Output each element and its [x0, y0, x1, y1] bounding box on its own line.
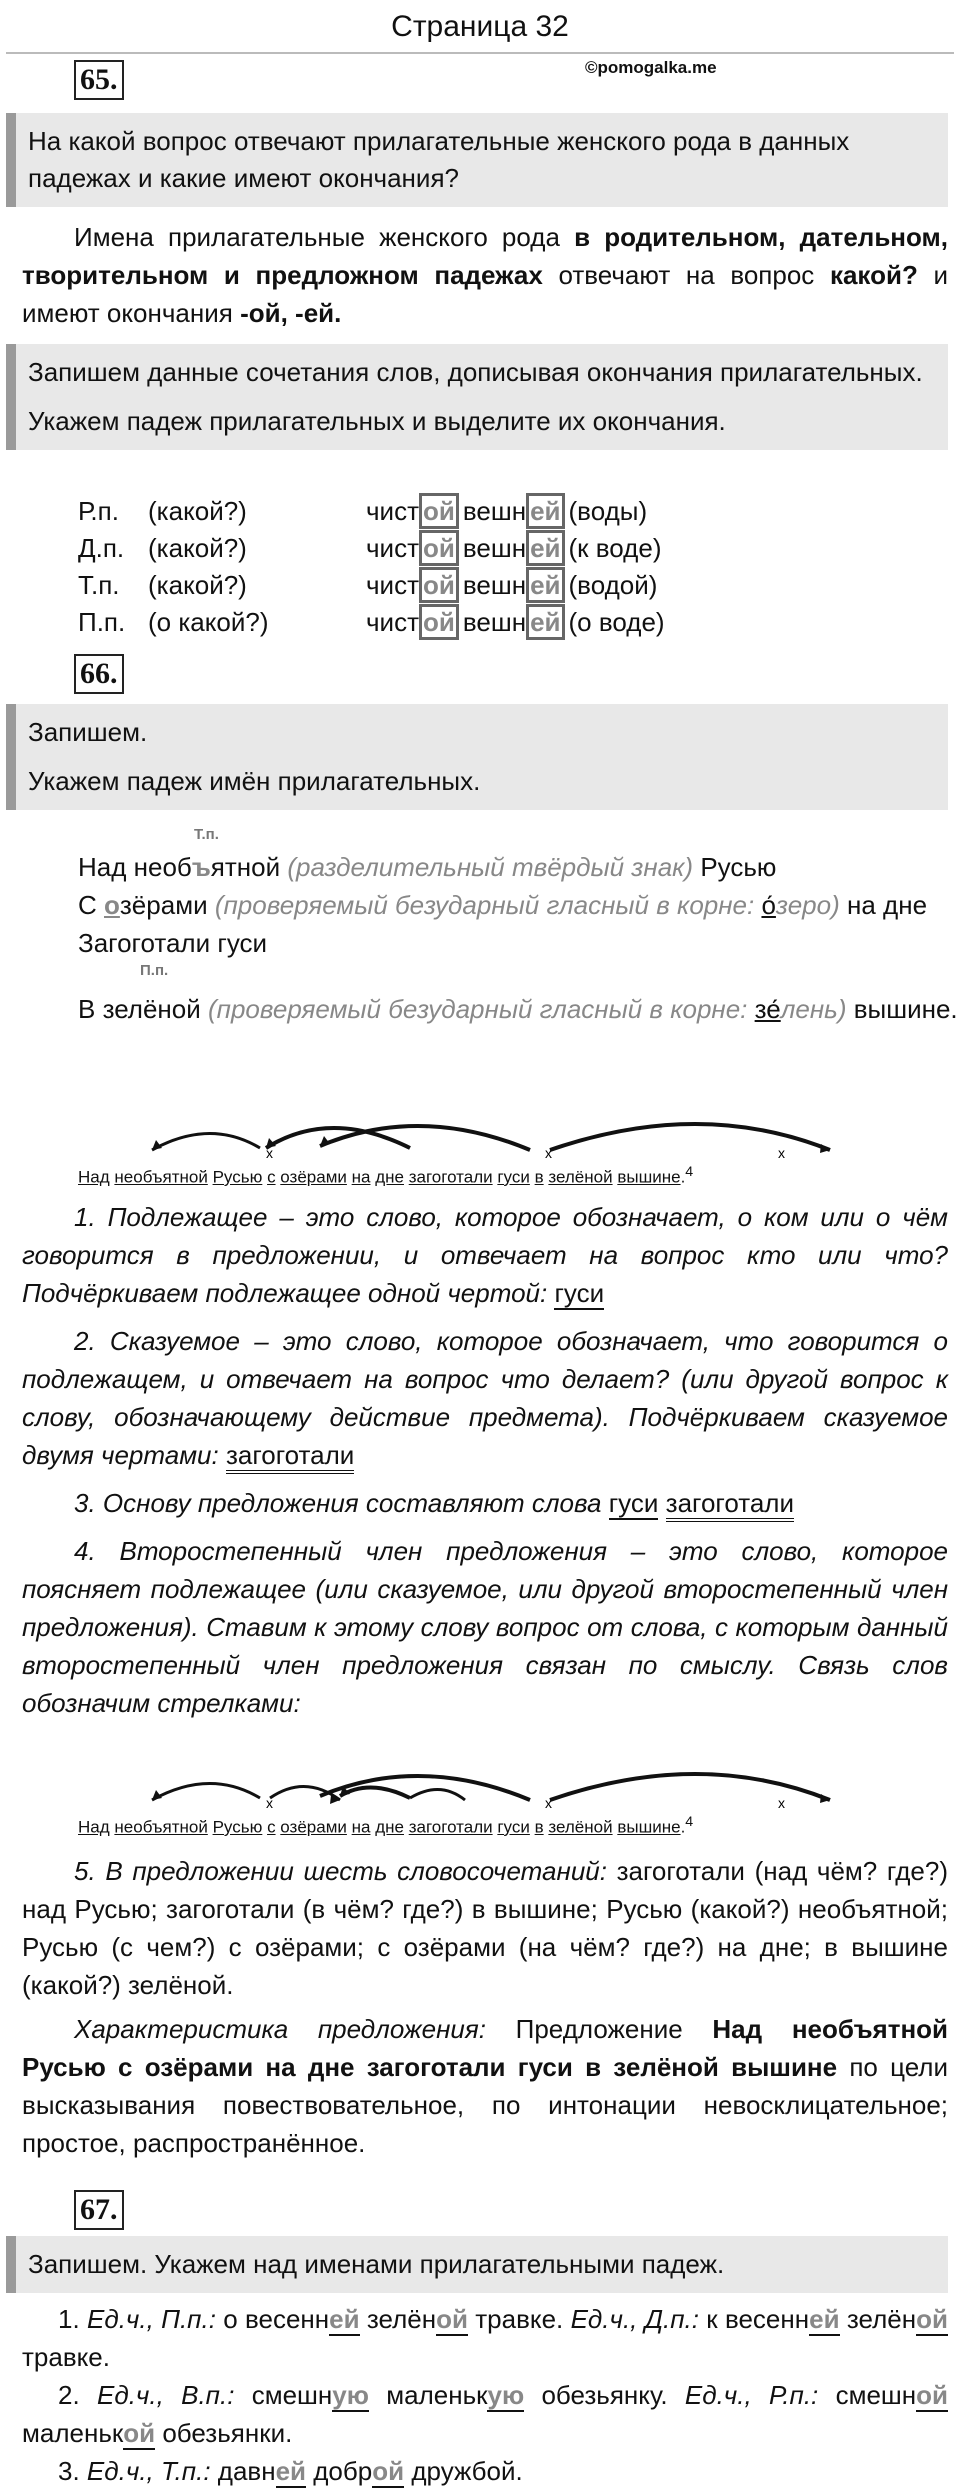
diagram-word: вышине: [617, 1817, 681, 1837]
diagram-word: загоготали: [408, 1817, 493, 1837]
case-row: [78, 567, 665, 604]
case-tag: Ед.ч., В.п.:: [96, 2380, 235, 2410]
diagram-word: Русью: [212, 1817, 263, 1837]
note: (проверяемый безударный гласный в корне:: [214, 890, 762, 920]
diagram-word: необъятной: [114, 1817, 208, 1837]
diagram-word: зелёной: [548, 1817, 613, 1837]
ending-box: ей: [526, 493, 564, 529]
highlight: ъ: [191, 852, 211, 882]
sentence-bold: Над необъятной Русью с озёрами на дне загоготали гуси в зелёной вышине: [22, 2014, 949, 2082]
phrase: [366, 604, 665, 641]
explanations: [22, 1198, 948, 1722]
word: В зелёной: [78, 994, 201, 1024]
word: вешн: [462, 570, 527, 600]
word: маленьк: [22, 2418, 124, 2448]
item-num: 2.: [58, 2380, 97, 2410]
ending-box: ой: [419, 493, 459, 529]
diagram-word: Над: [78, 1817, 110, 1837]
word: чист: [366, 607, 419, 637]
word: зелён: [846, 2304, 917, 2334]
ending: ую: [487, 2380, 525, 2410]
para-6: по цели высказывания повествовательное, по интонации невосклицательное; простое, распространённое.: [22, 2052, 948, 2158]
word: смешн: [234, 2380, 333, 2410]
check-letter: о́: [761, 890, 776, 920]
case-row: [78, 493, 665, 530]
links-diagram-1: [70, 1110, 870, 1160]
phrase: [366, 493, 665, 530]
para-5-label: 5. В предложении шесть словосочетаний:: [74, 1856, 607, 1886]
diagram-word: необъятной: [114, 1167, 208, 1187]
diagram-word: дне: [375, 1817, 404, 1837]
ending: ей: [275, 2456, 307, 2486]
item-num: 3.: [58, 2456, 87, 2486]
word: обезьянку.: [524, 2380, 685, 2410]
case-name: П.п.: [78, 607, 126, 637]
diagram-word: на: [351, 1817, 371, 1837]
word: давн: [210, 2456, 276, 2486]
word: зелён: [359, 2304, 437, 2334]
word: добр: [306, 2456, 373, 2486]
exercise-number-67: 67.: [74, 2190, 124, 2230]
word: чист: [366, 496, 419, 526]
word: травке.: [467, 2304, 571, 2334]
subject-word: гуси: [554, 1278, 605, 1308]
diagram-sentence-2: Над необъятной Русью с озёрами на дне загоготали гуси в зелёной вышине.$^4$: [78, 1814, 694, 1837]
task-text: На какой вопрос отвечают прилагательные женского рода в данных падежах и какие имеют окончания?: [28, 126, 850, 193]
answer-bold: какой?: [829, 260, 918, 290]
para-1: 1. Подлежащее – это слово, которое обозначает, о ком или о чём говорится в предложении, и отвечает на вопрос кто или что? Подчёркиваем подлежащее одной чертой:: [22, 1202, 948, 1308]
x-mark: x: [545, 1145, 552, 1160]
ending-box: ой: [419, 530, 459, 566]
footnote-mark: 4: [685, 1814, 694, 1830]
case-question: (о какой?): [148, 607, 269, 637]
answer-text: отвечают на вопрос: [542, 260, 830, 290]
case-row: [78, 604, 665, 641]
word: вышине.: [853, 994, 958, 1024]
page-title: Страница 32: [391, 10, 569, 43]
task-text: Запишем данные сочетания слов, дописывая окончания прилагательных.: [28, 357, 923, 387]
word: (о воде): [568, 607, 665, 637]
diagram-word: вышине: [617, 1167, 681, 1187]
word: к весенн: [698, 2304, 810, 2334]
diagram-sentence-1: Над необъятной Русью с озёрами на дне загоготали гуси в зелёной вышине.$^4$: [78, 1164, 694, 1187]
exercise-number-66: 66.: [74, 654, 124, 694]
x-mark: x: [778, 1795, 785, 1810]
ending: ей: [329, 2304, 360, 2334]
case-question: (какой?): [148, 533, 247, 563]
word: маленьк: [368, 2380, 488, 2410]
item-num: 1.: [58, 2304, 87, 2334]
case-table: [78, 493, 665, 641]
diagram-word: в: [534, 1817, 544, 1837]
case-label-pp: П.п.: [140, 962, 169, 979]
para-2: 2. Сказуемое – это слово, которое обозначает, что говорится о подлежащем, и отвечает на вопрос что делает? (или другой вопрос к слову, обозначающему действие предмета). Подчёркиваем сказуемое двумя чертами:: [22, 1326, 948, 1470]
x-mark: x: [266, 1145, 273, 1160]
answer-text: и имеют окончания: [22, 260, 949, 328]
task-text: Запишем.: [28, 717, 148, 747]
diagram-word: загоготали: [408, 1167, 493, 1187]
word: чист: [366, 570, 419, 600]
case-name: Р.п.: [78, 496, 119, 526]
ending: ой: [123, 2418, 156, 2448]
diagram-word: с: [267, 1817, 276, 1837]
case-question: (какой?): [148, 496, 247, 526]
ending-box: ей: [526, 604, 564, 640]
task-text: Укажем падеж прилагательных и выделите их окончания.: [28, 406, 726, 436]
diagram-word: в: [534, 1167, 544, 1187]
answer-bold: в родительном, дательном, творительном и предложном падежах: [22, 222, 949, 290]
para-6-label: Характеристика предложения:: [74, 2014, 486, 2044]
word: травке.: [22, 2342, 110, 2372]
case-tag: Ед.ч., Р.п.:: [684, 2380, 819, 2410]
x-mark: x: [266, 1795, 273, 1810]
ending: ой: [916, 2380, 948, 2410]
word: вешн: [462, 496, 527, 526]
analysis: [22, 1852, 948, 2162]
case-tag: Ед.ч., Д.п.:: [570, 2304, 699, 2334]
case-question: (какой?): [148, 570, 247, 600]
ending: ой: [916, 2304, 948, 2334]
word: Русью: [700, 852, 777, 882]
para-3: 3. Основу предложения составляют слова: [74, 1488, 609, 1518]
case-label-tp: Т.п.: [194, 826, 219, 843]
para-5: загоготали (над чём? где?) над Русью; загоготали (в чём? где?) в вышине; Русью (какой?) необъятной; Русью (с чем?) с озёрами; с озёрами (на чём? где?) на дне; в вышине (какой?) зелёной.: [22, 1856, 948, 2000]
highlight: о: [104, 890, 120, 920]
diagram-word: с: [267, 1167, 276, 1187]
x-mark: x: [545, 1795, 552, 1810]
footnote-mark: 4: [685, 1164, 694, 1180]
diagram-word: гуси: [497, 1167, 530, 1187]
note: зеро): [775, 890, 840, 920]
diagram-word: на: [351, 1167, 371, 1187]
case-row: [78, 530, 665, 567]
top-divider: [6, 52, 954, 54]
check-letter: зе́: [754, 994, 781, 1024]
case-name: Д.п.: [78, 533, 125, 563]
diagram-word: дне: [375, 1167, 404, 1187]
diagram-word: озёрами: [280, 1167, 347, 1187]
x-mark: x: [778, 1145, 785, 1160]
links-diagram-2: [70, 1760, 870, 1810]
word: смешн: [818, 2380, 917, 2410]
answer-bold: -ой, -ей.: [240, 298, 342, 328]
word: ятной: [210, 852, 281, 882]
word: обезьянки.: [155, 2418, 293, 2448]
predicate-word: загоготали: [666, 1488, 794, 1522]
case-name: Т.п.: [78, 570, 120, 600]
word: (водой): [568, 570, 658, 600]
task-text: Запишем. Укажем над именами прилагательными падеж.: [28, 2249, 725, 2279]
diagram-word: гуси: [497, 1817, 530, 1837]
ending-box: ей: [526, 530, 564, 566]
sentence-line-2: [78, 888, 927, 922]
diagram-word: Русью: [212, 1167, 263, 1187]
para-6: Предложение: [485, 2014, 713, 2044]
answer-65: [22, 218, 948, 332]
sentence-line-3: Загоготали гуси: [78, 928, 268, 958]
word: дружбой.: [404, 2456, 523, 2486]
word: Над необ: [78, 852, 192, 882]
para-4: 4. Второстепенный член предложения – это слово, которое поясняет подлежащее (или сказуемое, или другой второстепенный член предложения). Ставим к этому слову вопрос от слова, с которым данный второстепенный член предложения связан по смыслу. Связь слов обозначим стрелками:: [22, 1536, 948, 1718]
ending: ую: [332, 2380, 369, 2410]
word: чист: [366, 533, 419, 563]
task-text: Укажем падеж имён прилагательных.: [28, 766, 481, 796]
word: на дне: [847, 890, 928, 920]
ending: ей: [809, 2304, 840, 2334]
watermark: ©pomogalka.me: [585, 58, 717, 77]
task-box-66: [6, 704, 948, 810]
ending: ой: [436, 2304, 468, 2334]
note: (разделительный твёрдый знак): [287, 852, 694, 882]
phrase: [366, 530, 665, 567]
word: вешн: [462, 607, 527, 637]
exercise-number-65: 65.: [74, 60, 124, 100]
word: (воды): [568, 496, 648, 526]
ending-box: ей: [526, 567, 564, 603]
sentence-line-4: [78, 992, 958, 1026]
ending-box: ой: [419, 567, 459, 603]
phrase: [366, 567, 665, 604]
word: зёрами: [119, 890, 208, 920]
word: вешн: [462, 533, 527, 563]
subject-word: гуси: [608, 1488, 659, 1518]
sentence-line-1: [78, 850, 776, 884]
task-box-67: [6, 2236, 948, 2293]
case-tag: Ед.ч., П.п.:: [86, 2304, 216, 2334]
case-tag: Ед.ч., Т.п.:: [86, 2456, 211, 2486]
word: С: [78, 890, 104, 920]
task-box-65: [6, 113, 948, 207]
note: (проверяемый безударный гласный в корне:: [208, 994, 755, 1024]
task-box-65b: [6, 344, 948, 450]
word: (к воде): [568, 533, 662, 563]
diagram-word: зелёной: [548, 1167, 613, 1187]
note: лень): [780, 994, 847, 1024]
answer-67: [22, 2300, 948, 2490]
diagram-word: озёрами: [280, 1817, 347, 1837]
predicate-word: загоготали: [226, 1440, 354, 1474]
answer-text: Имена прилагательные женского рода: [74, 222, 575, 252]
word: о весенн: [215, 2304, 330, 2334]
ending-box: ой: [419, 604, 459, 640]
ending: ой: [372, 2456, 405, 2486]
diagram-word: Над: [78, 1167, 110, 1187]
